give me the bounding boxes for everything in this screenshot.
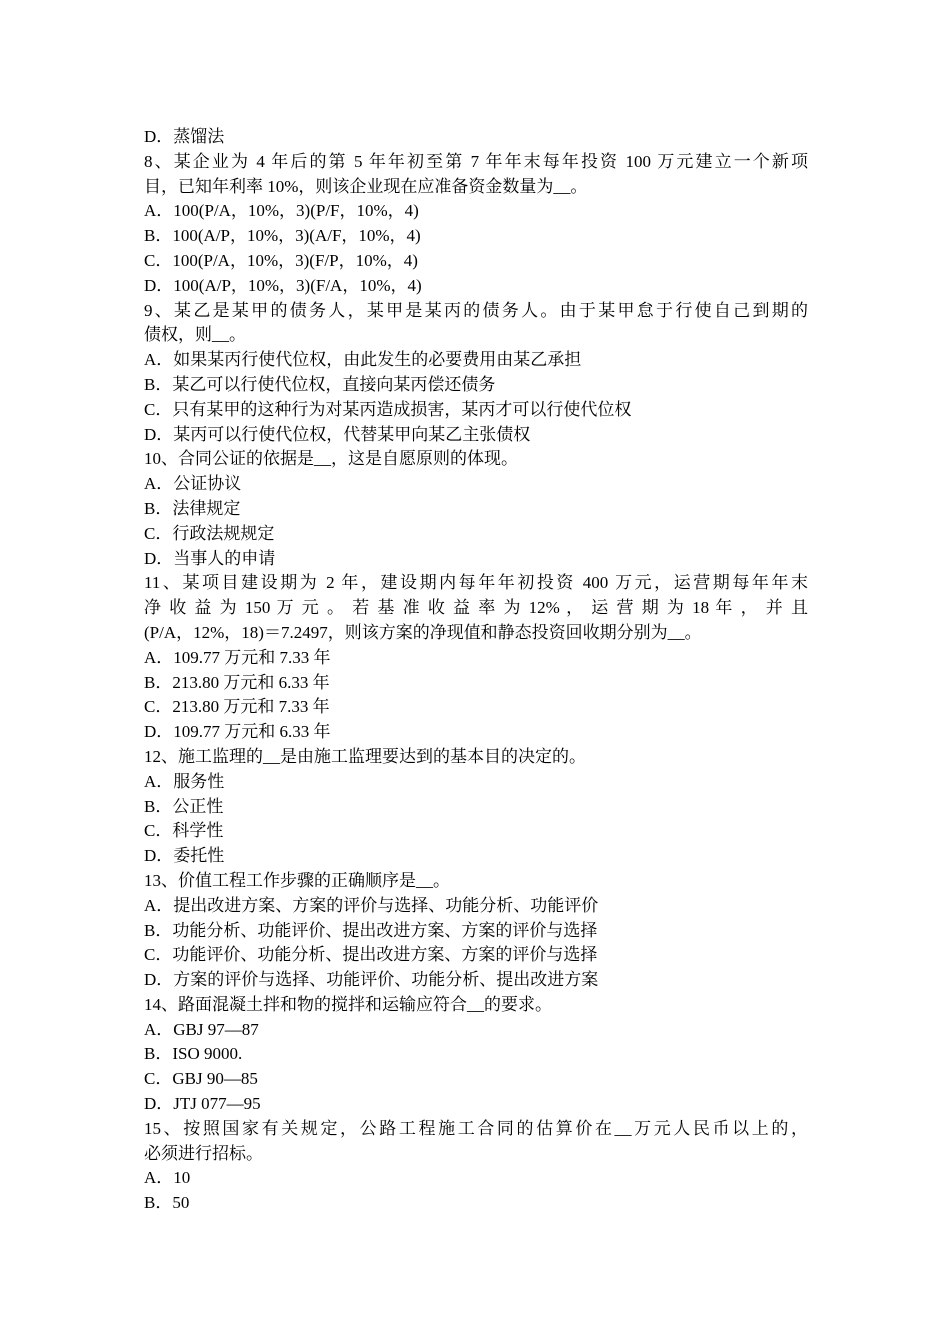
option-line: A．服务性 xyxy=(144,771,225,791)
option-line: D．某丙可以行使代位权，代替某甲向某乙主张债权 xyxy=(144,424,531,444)
option-line: C．行政法规规定 xyxy=(144,523,275,543)
option-line: D．当事人的申请 xyxy=(144,548,276,568)
question-11-line-1: 11、某项目建设期为 2 年，建设期内每年年初投资 400 万元，运营期每年年末 xyxy=(144,573,808,593)
option-line: D．方案的评价与选择、功能评价、功能分析、提出改进方案 xyxy=(144,970,599,990)
document-body xyxy=(144,125,808,1216)
option-line: B．法律规定 xyxy=(144,498,241,518)
option-line: D．100(A/P，10%，3)(F/A，10%，4) xyxy=(144,275,422,295)
option-line: B．某乙可以行使代位权，直接向某丙偿还债务 xyxy=(144,374,496,394)
option-line: B．ISO 9000. xyxy=(144,1044,243,1064)
option-line: C．100(P/A，10%，3)(F/P，10%，4) xyxy=(144,250,418,270)
option-line: D．委托性 xyxy=(144,846,225,866)
option-line: C．功能评价、功能分析、提出改进方案、方案的评价与选择 xyxy=(144,945,598,965)
question-15-line-2: 必须进行招标。 xyxy=(144,1143,263,1163)
option-line: B．公正性 xyxy=(144,796,224,816)
option-line: C．213.80 万元和 7.33 年 xyxy=(144,697,330,717)
question-13: 13、价值工程工作步骤的正确顺序是__。 xyxy=(144,870,450,890)
question-10: 10、合同公证的依据是__，这是自愿原则的体现。 xyxy=(144,449,518,469)
option-line: D．JTJ 077—95 xyxy=(144,1094,261,1114)
option-line: A．提出改进方案、方案的评价与选择、功能分析、功能评价 xyxy=(144,895,599,915)
option-line: C．科学性 xyxy=(144,821,224,841)
question-12: 12、施工监理的__是由施工监理要达到的基本目的决定的。 xyxy=(144,746,586,766)
question-11-line-3: (P/A，12%，18)＝7.2497，则该方案的净现值和静态投资回收期分别为__。 xyxy=(144,622,702,642)
question-14: 14、路面混凝土拌和物的搅拌和运输应符合__的要求。 xyxy=(144,994,552,1014)
question-8-line-2: 目，已知年利率 10%，则该企业现在应准备资金数量为__。 xyxy=(144,176,588,196)
option-line: B．213.80 万元和 6.33 年 xyxy=(144,672,330,692)
option-line: B．100(A/P，10%，3)(A/F，10%，4) xyxy=(144,226,421,246)
option-line: A．100(P/A，10%，3)(P/F，10%，4) xyxy=(144,201,419,221)
option-line: B．50 xyxy=(144,1193,190,1213)
option-line: A．GBJ 97—87 xyxy=(144,1019,259,1039)
question-15-line-1: 15、按照国家有关规定，公路工程施工合同的估算价在__万元人民币以上的， xyxy=(144,1118,808,1138)
question-9-line-1: 9、某乙是某甲的债务人，某甲是某丙的债务人。由于某甲怠于行使自己到期的 xyxy=(144,300,808,320)
question-11-line-2: 净 收 益 为 150 万 元 。 若 基 准 收 益 率 为 12% ， 运 营 期 为 18 年 ， 并 且 xyxy=(144,598,808,618)
question-8-line-1: 8、某企业为 4 年后的第 5 年年初至第 7 年年末每年投资 100 万元建立一个新项 xyxy=(144,151,808,171)
option-line: C．只有某甲的这种行为对某丙造成损害，某丙才可以行使代位权 xyxy=(144,399,632,419)
option-line: A．10 xyxy=(144,1168,191,1188)
option-line: A．公证协议 xyxy=(144,474,242,494)
option-line: D．蒸馏法 xyxy=(144,127,225,146)
option-line: C．GBJ 90—85 xyxy=(144,1069,258,1089)
option-line: A．如果某丙行使代位权，由此发生的必要费用由某乙承担 xyxy=(144,350,582,370)
option-line: D．109.77 万元和 6.33 年 xyxy=(144,722,331,742)
question-9-line-2: 债权，则__。 xyxy=(144,325,246,345)
option-line: B．功能分析、功能评价、提出改进方案、方案的评价与选择 xyxy=(144,920,598,940)
option-line: A．109.77 万元和 7.33 年 xyxy=(144,647,331,667)
